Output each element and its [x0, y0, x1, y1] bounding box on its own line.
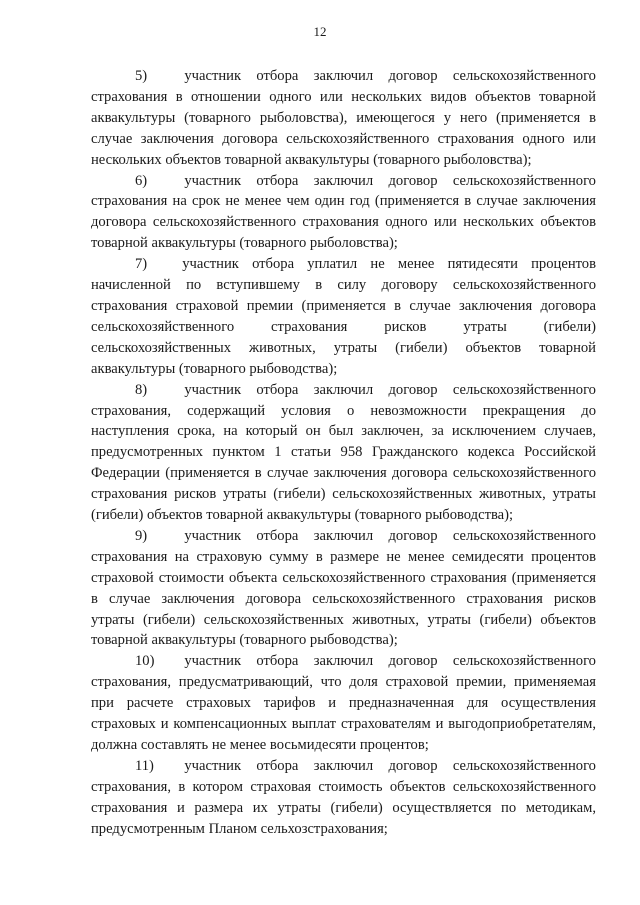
clause-text: участник отбора заключил договор сельскохозяйственного страхования на срок не менее чем один год (применяется в случае заключения договора сельскохозяйственного страхования одного или нескольких объектов товарной аквакультуры (товарного рыболовства);	[91, 172, 596, 252]
clause-text: участник отбора заключил договор сельскохозяйственного страхования, в котором страховая стоимость объектов сельскохозяйственного страхования и размера их утраты (гибели) осуществляется по методикам, предусмотренным Планом сельхозстрахования;	[91, 757, 596, 837]
clause-text: участник отбора уплатил не менее пятидесяти процентов начисленной по вступившему в силу договору сельскохозяйственного страхования страховой премии (применяется в случае заключения договора сельскохозяйственного страхования рисков утраты (гибели) сельскохозяйственных животных, утраты (гибели) объектов товарной аквакультуры (товарного рыбоводства);	[91, 256, 596, 377]
clause-number: 9)	[135, 527, 148, 544]
clause-7	[91, 254, 596, 379]
clause-text: участник отбора заключил договор сельскохозяйственного страхования в отношении одного или нескольких видов объектов товарной аквакультуры (товарного рыболовства), имеющегося у него (применяется в случае заключения договора сельскохозяйственного страхования одного или нескольких объектов товарной аквакультуры (товарного рыболовства);	[91, 68, 596, 168]
clause-number: 11)	[135, 757, 154, 774]
clause-number: 5)	[135, 68, 148, 84]
clause-number: 6)	[135, 172, 148, 189]
clause-text: участник отбора заключил договор сельскохозяйственного страхования, предусматривающий, что доля страховой премии, применяемая при расчете страховых тарифов и предназначенная для осуществления страховых и компенсационных выплат страхователям и выгодоприобретателям, должна составлять не менее восьмидесяти процентов;	[91, 653, 596, 753]
page-number: 12	[313, 24, 327, 39]
clause-number: 10)	[135, 653, 155, 670]
clause-5	[91, 66, 596, 171]
clause-6	[91, 171, 596, 255]
clause-text: участник отбора заключил договор сельскохозяйственного страхования на страховую сумму в размере не менее семидесяти процентов страховой стоимости объекта сельскохозяйственного страхования (применяется в случае заключения договора сельскохозяйственного страхования рисков утраты (гибели) сельскохозяйственных животных, утраты (гибели) объектов товарной аквакультуры (товарного рыбоводства);	[91, 527, 596, 649]
clause-8	[91, 380, 596, 526]
clause-text: участник отбора заключил договор сельскохозяйственного страхования, содержащий условия о невозможности прекращения до наступления срока, на который он был заключен, за исключением случаев, предусмотренных пунктом 1 статьи 958 Гражданского кодекса Российской Федерации (применяется в случае заключения договора сельскохозяйственного страхования рисков утраты (гибели) сельскохозяйственных животных, утраты (гибели) объектов товарной аквакультуры (товарного рыбоводства);	[91, 381, 596, 524]
clause-10	[91, 651, 596, 756]
clause-number: 8)	[135, 381, 148, 398]
document-body	[91, 66, 596, 840]
clause-11	[91, 756, 596, 840]
clause-number: 7)	[135, 256, 148, 273]
clause-9	[91, 526, 596, 651]
